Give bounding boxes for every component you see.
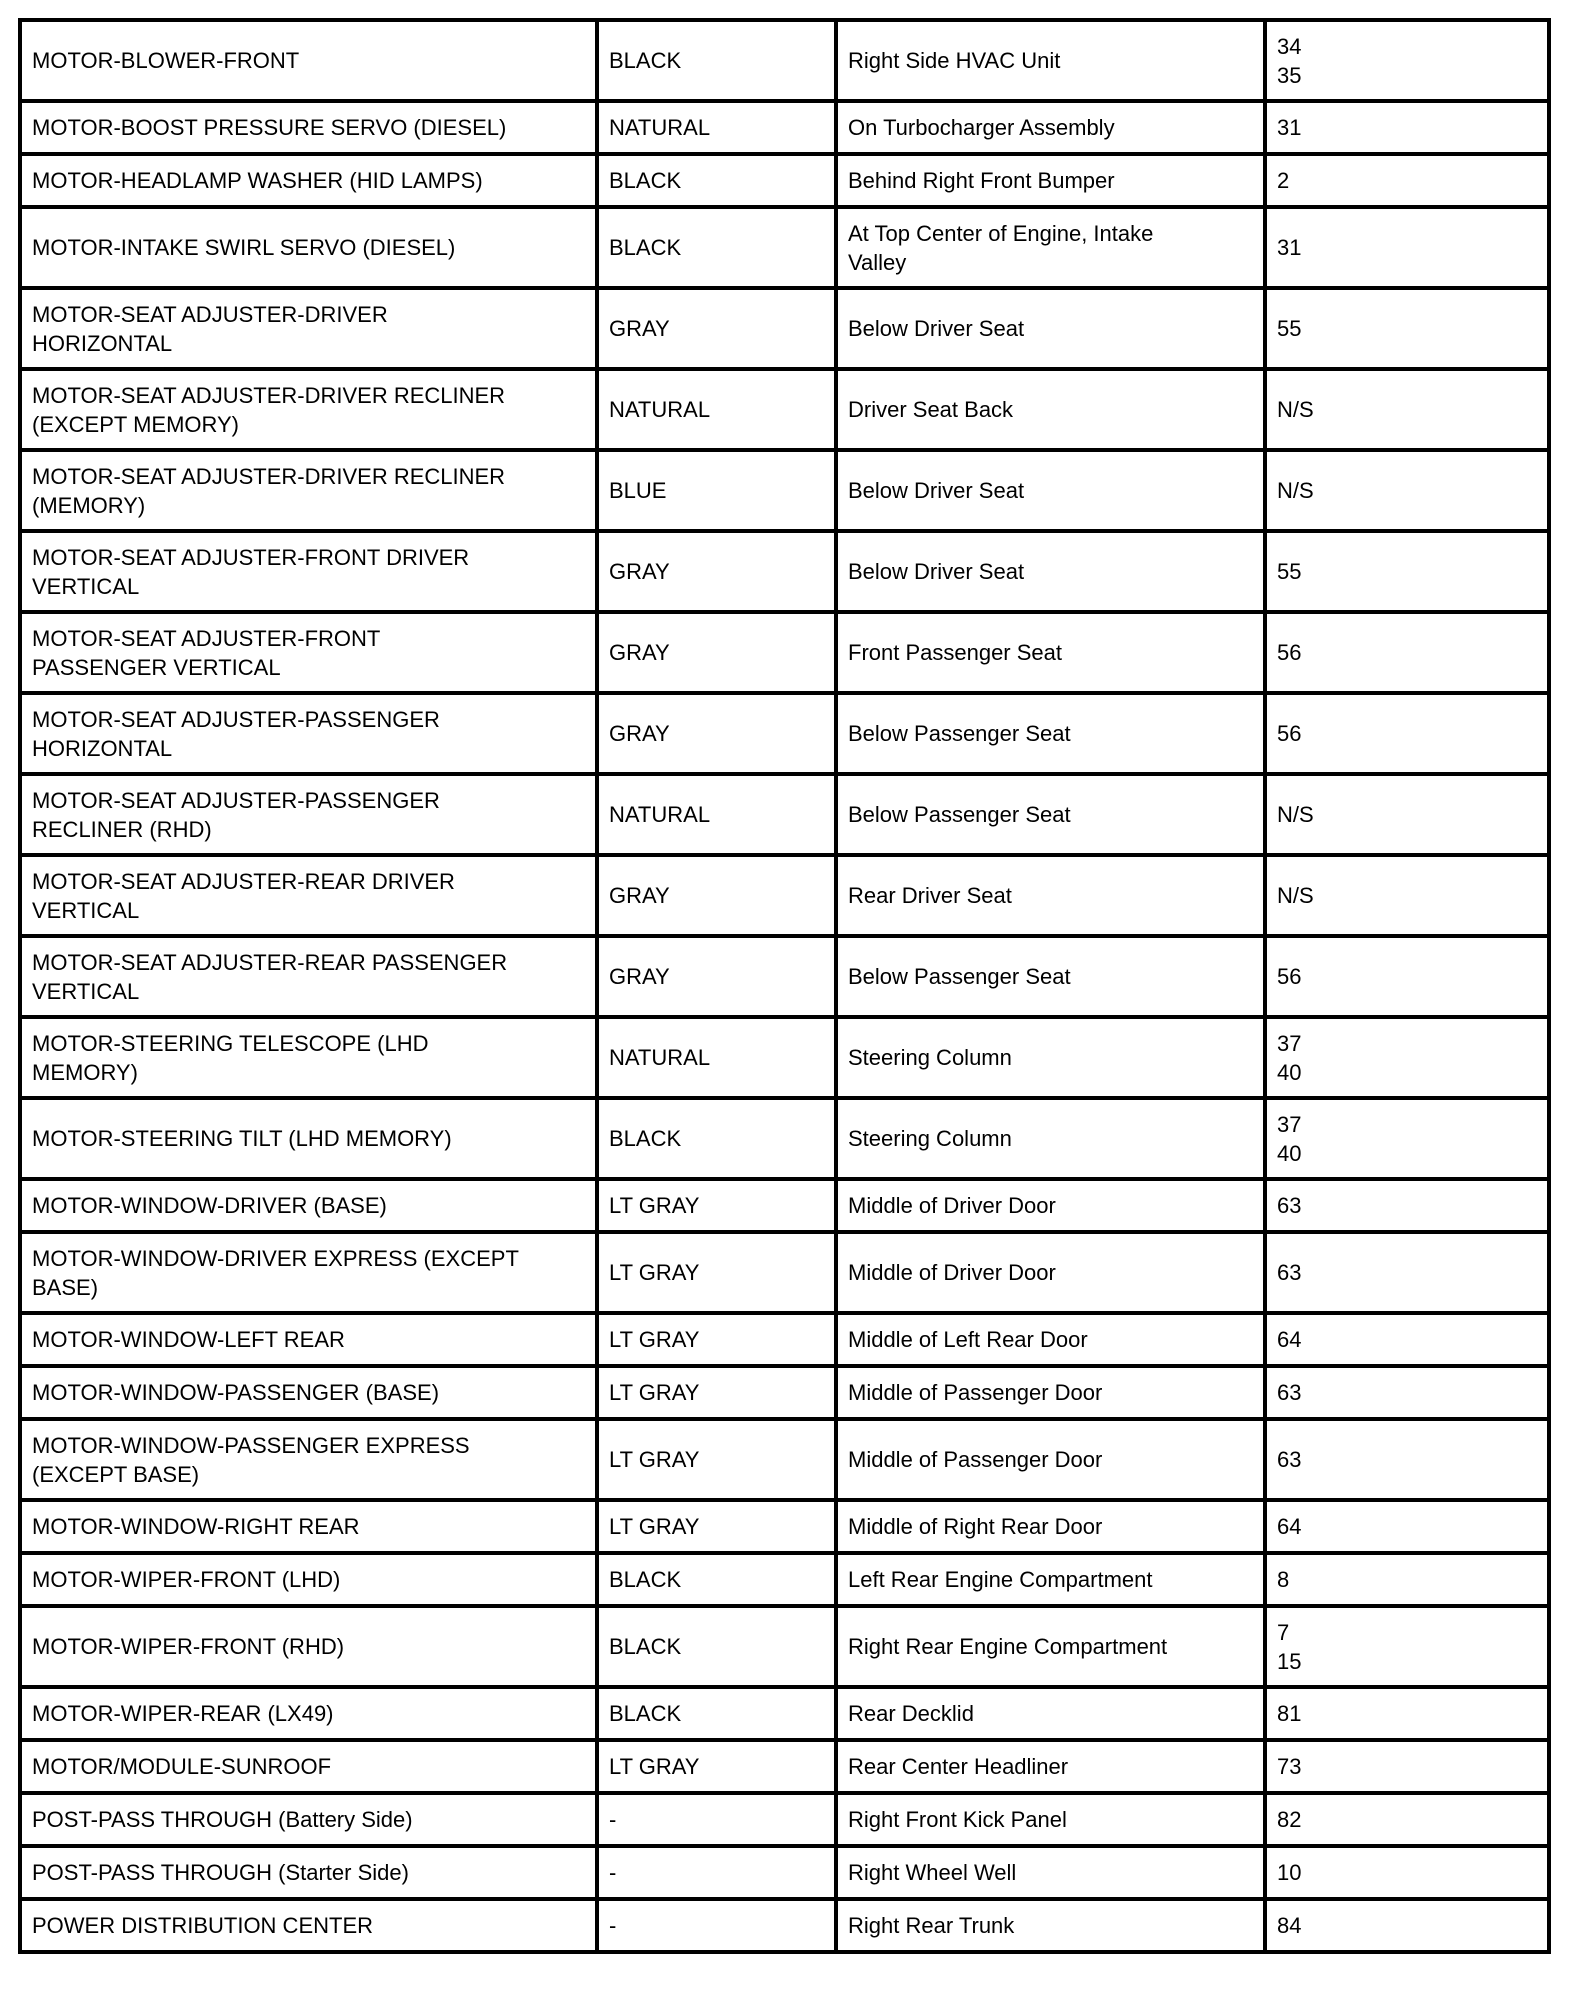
table-row [20,1098,1549,1179]
connector-color-cell: - [597,1793,836,1846]
connector-color-cell: BLACK [597,1553,836,1606]
locator-figure-cell: 31 [1265,101,1549,154]
table-row [20,855,1549,936]
connector-color-cell: NATURAL [597,369,836,450]
connector-color-cell: LT GRAY [597,1179,836,1232]
location-cell: Rear Driver Seat [836,855,1265,936]
locator-figure-cell: 64 [1265,1500,1549,1553]
locator-figure-cell: 55 [1265,288,1549,369]
connector-color-cell: LT GRAY [597,1740,836,1793]
location-cell: Below Driver Seat [836,288,1265,369]
component-name-cell: MOTOR-SEAT ADJUSTER-REAR DRIVER VERTICAL [20,855,597,936]
location-cell: Right Side HVAC Unit [836,20,1265,101]
connector-color-cell: GRAY [597,531,836,612]
component-name-cell: MOTOR-SEAT ADJUSTER-PASSENGER HORIZONTAL [20,693,597,774]
component-name-cell: POWER DISTRIBUTION CENTER [20,1899,597,1952]
connector-color-cell: LT GRAY [597,1419,836,1500]
location-cell: Right Wheel Well [836,1846,1265,1899]
connector-color-cell: GRAY [597,288,836,369]
table-row [20,936,1549,1017]
component-name-cell: MOTOR-WIPER-REAR (LX49) [20,1687,597,1740]
component-name-cell: MOTOR-INTAKE SWIRL SERVO (DIESEL) [20,207,597,288]
connector-color-cell: GRAY [597,936,836,1017]
connector-color-cell: LT GRAY [597,1366,836,1419]
table-row [20,207,1549,288]
table-row [20,1740,1549,1793]
locator-figure-cell: 63 [1265,1232,1549,1313]
table-row [20,1606,1549,1687]
component-name-cell: MOTOR-STEERING TELESCOPE (LHD MEMORY) [20,1017,597,1098]
location-cell: Right Rear Trunk [836,1899,1265,1952]
location-cell: Below Driver Seat [836,531,1265,612]
table-row [20,612,1549,693]
connector-color-cell: BLUE [597,450,836,531]
locator-figure-cell: 56 [1265,612,1549,693]
location-cell: Middle of Right Rear Door [836,1500,1265,1553]
location-cell: Middle of Passenger Door [836,1366,1265,1419]
component-name-cell: MOTOR/MODULE-SUNROOF [20,1740,597,1793]
table-row [20,1500,1549,1553]
component-name-cell: POST-PASS THROUGH (Battery Side) [20,1793,597,1846]
component-name-cell: MOTOR-SEAT ADJUSTER-FRONT PASSENGER VERTICAL [20,612,597,693]
connector-color-cell: GRAY [597,612,836,693]
locator-figure-cell: 63 [1265,1179,1549,1232]
connector-color-cell: NATURAL [597,774,836,855]
locator-figure-cell: N/S [1265,774,1549,855]
locator-figure-cell: N/S [1265,855,1549,936]
connector-color-cell: - [597,1846,836,1899]
connector-color-cell: LT GRAY [597,1500,836,1553]
locator-figure-cell: N/S [1265,450,1549,531]
component-name-cell: MOTOR-WINDOW-PASSENGER (BASE) [20,1366,597,1419]
location-cell: Steering Column [836,1098,1265,1179]
location-cell: Middle of Left Rear Door [836,1313,1265,1366]
connector-color-cell: BLACK [597,20,836,101]
component-name-cell: MOTOR-SEAT ADJUSTER-DRIVER RECLINER (EXCEPT MEMORY) [20,369,597,450]
locator-figure-cell: 34 35 [1265,20,1549,101]
location-cell: Below Passenger Seat [836,936,1265,1017]
connector-color-cell: BLACK [597,1606,836,1687]
locator-figure-cell: 37 40 [1265,1098,1549,1179]
locator-figure-cell: 73 [1265,1740,1549,1793]
locator-figure-cell: 84 [1265,1899,1549,1952]
connector-color-cell: BLACK [597,154,836,207]
connector-color-cell: LT GRAY [597,1313,836,1366]
component-name-cell: MOTOR-WIPER-FRONT (LHD) [20,1553,597,1606]
component-name-cell: MOTOR-WINDOW-PASSENGER EXPRESS (EXCEPT BASE) [20,1419,597,1500]
table-row [20,1232,1549,1313]
connector-color-cell: - [597,1899,836,1952]
table-row [20,1846,1549,1899]
locator-figure-cell: 2 [1265,154,1549,207]
table-row [20,154,1549,207]
component-name-cell: MOTOR-SEAT ADJUSTER-DRIVER RECLINER (MEMORY) [20,450,597,531]
connector-color-cell: BLACK [597,1098,836,1179]
component-name-cell: MOTOR-WINDOW-RIGHT REAR [20,1500,597,1553]
component-locator-table [18,18,1551,1954]
locator-figure-cell: 81 [1265,1687,1549,1740]
component-name-cell: MOTOR-BOOST PRESSURE SERVO (DIESEL) [20,101,597,154]
component-name-cell: MOTOR-WINDOW-LEFT REAR [20,1313,597,1366]
connector-color-cell: GRAY [597,693,836,774]
locator-figure-cell: 37 40 [1265,1017,1549,1098]
component-name-cell: MOTOR-SEAT ADJUSTER-DRIVER HORIZONTAL [20,288,597,369]
component-name-cell: MOTOR-SEAT ADJUSTER-FRONT DRIVER VERTICAL [20,531,597,612]
component-name-cell: MOTOR-HEADLAMP WASHER (HID LAMPS) [20,154,597,207]
location-cell: Right Rear Engine Compartment [836,1606,1265,1687]
locator-figure-cell: 64 [1265,1313,1549,1366]
location-cell: Right Front Kick Panel [836,1793,1265,1846]
connector-color-cell: NATURAL [597,101,836,154]
locator-figure-cell: 10 [1265,1846,1549,1899]
component-name-cell: POST-PASS THROUGH (Starter Side) [20,1846,597,1899]
component-name-cell: MOTOR-WINDOW-DRIVER EXPRESS (EXCEPT BASE) [20,1232,597,1313]
locator-figure-cell: N/S [1265,369,1549,450]
locator-figure-cell: 82 [1265,1793,1549,1846]
location-cell: Rear Decklid [836,1687,1265,1740]
table-row [20,101,1549,154]
connector-color-cell: BLACK [597,1687,836,1740]
location-cell: Middle of Passenger Door [836,1419,1265,1500]
connector-color-cell: LT GRAY [597,1232,836,1313]
location-cell: Below Passenger Seat [836,774,1265,855]
location-cell: On Turbocharger Assembly [836,101,1265,154]
connector-color-cell: NATURAL [597,1017,836,1098]
locator-figure-cell: 56 [1265,936,1549,1017]
locator-figure-cell: 7 15 [1265,1606,1549,1687]
table-row [20,288,1549,369]
component-name-cell: MOTOR-STEERING TILT (LHD MEMORY) [20,1098,597,1179]
location-cell: Middle of Driver Door [836,1232,1265,1313]
location-cell: Below Driver Seat [836,450,1265,531]
connector-color-cell: GRAY [597,855,836,936]
component-name-cell: MOTOR-SEAT ADJUSTER-PASSENGER RECLINER (RHD) [20,774,597,855]
connector-color-cell: BLACK [597,207,836,288]
location-cell: Steering Column [836,1017,1265,1098]
component-name-cell: MOTOR-SEAT ADJUSTER-REAR PASSENGER VERTICAL [20,936,597,1017]
table-row [20,450,1549,531]
location-cell: Behind Right Front Bumper [836,154,1265,207]
locator-figure-cell: 55 [1265,531,1549,612]
table-row [20,1687,1549,1740]
location-cell: Below Passenger Seat [836,693,1265,774]
table-row [20,1899,1549,1952]
table-row [20,1313,1549,1366]
table-row [20,369,1549,450]
table-row [20,1366,1549,1419]
table-row [20,1017,1549,1098]
location-cell: Left Rear Engine Compartment [836,1553,1265,1606]
location-cell: At Top Center of Engine, Intake Valley [836,207,1265,288]
locator-figure-cell: 63 [1265,1366,1549,1419]
locator-figure-cell: 56 [1265,693,1549,774]
location-cell: Rear Center Headliner [836,1740,1265,1793]
location-cell: Driver Seat Back [836,369,1265,450]
table-row [20,693,1549,774]
location-cell: Middle of Driver Door [836,1179,1265,1232]
table-row [20,774,1549,855]
table-row [20,531,1549,612]
table-row [20,20,1549,101]
locator-figure-cell: 63 [1265,1419,1549,1500]
locator-figure-cell: 8 [1265,1553,1549,1606]
location-cell: Front Passenger Seat [836,612,1265,693]
table-row [20,1419,1549,1500]
table-row [20,1793,1549,1846]
table-row [20,1179,1549,1232]
component-name-cell: MOTOR-WIPER-FRONT (RHD) [20,1606,597,1687]
locator-figure-cell: 31 [1265,207,1549,288]
component-name-cell: MOTOR-BLOWER-FRONT [20,20,597,101]
component-name-cell: MOTOR-WINDOW-DRIVER (BASE) [20,1179,597,1232]
table-row [20,1553,1549,1606]
